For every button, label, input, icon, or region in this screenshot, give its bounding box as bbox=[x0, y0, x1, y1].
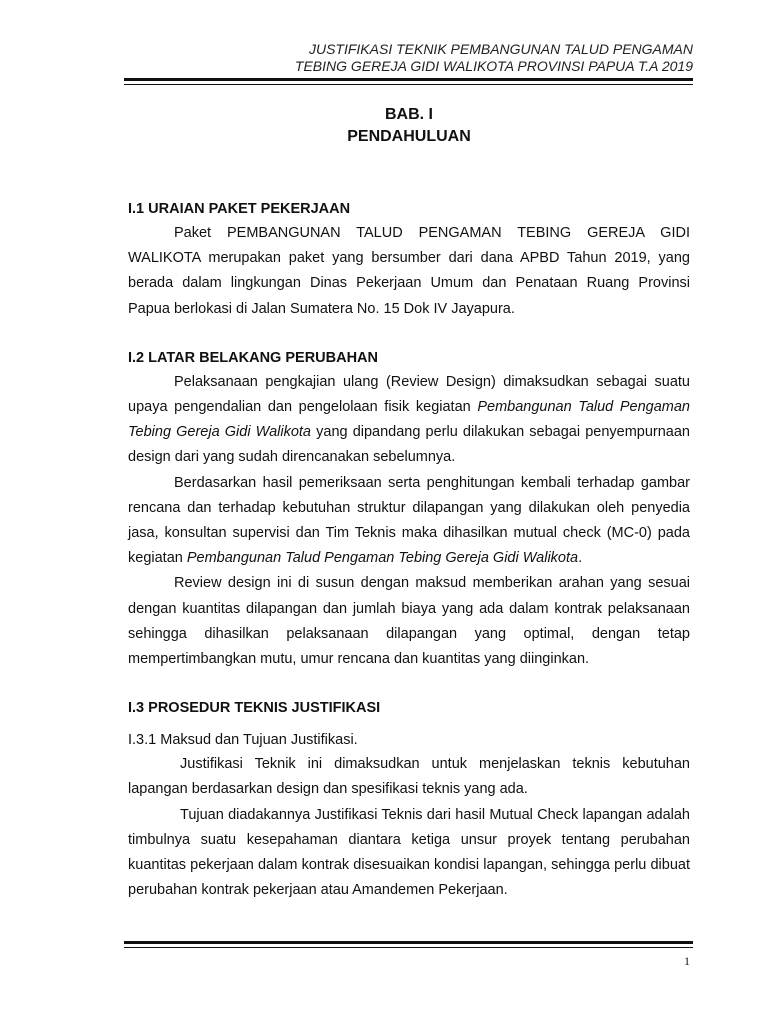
running-header bbox=[295, 41, 693, 75]
footer-rule-thick bbox=[124, 941, 693, 944]
section-heading-1-3: I.3 PROSEDUR TEKNIS JUSTIFIKASI bbox=[128, 700, 381, 717]
paragraph bbox=[128, 471, 690, 572]
chapter-number: BAB. I bbox=[385, 106, 433, 123]
paragraph: Justifikasi Teknik ini dimaksudkan untuk menjelaskan teknis kebutuhan lapangan berdasarkan design dan spesifikasi teknis yang ada. bbox=[128, 756, 690, 798]
section-heading-1-2: I.2 LATAR BELAKANG PERUBAHAN bbox=[128, 349, 378, 366]
page-number: 1 bbox=[684, 954, 690, 968]
subsection-heading-1-3-1: I.3.1 Maksud dan Tujuan Justifikasi. bbox=[128, 732, 358, 749]
paragraph: Tujuan diadakannya Justifikasi Teknis dari hasil Mutual Check lapangan adalah timbulnya suatu kesepahaman diantara ketiga unsur proyek tentang perubahan kuantitas pekerjaan dalam kontrak disesuaikan kondisi lapangan, sehingga perlu dibuat perubahan kontrak pekerjaan atau Amandemen Pekerjaan. bbox=[128, 806, 690, 899]
header-line-1: JUSTIFIKASI TEKNIK PEMBANGUNAN TALUD PENGAMAN bbox=[308, 41, 693, 57]
text-run: . bbox=[578, 550, 583, 567]
page-body bbox=[128, 104, 690, 903]
chapter-heading bbox=[128, 104, 690, 148]
header-line-2: TEBING GEREJA GIDI WALIKOTA PROVINSI PAPUA T.A 2019 bbox=[294, 58, 693, 74]
italic-text-run: Pembangunan Talud Pengaman Tebing Gereja Gidi Walikota bbox=[186, 550, 579, 567]
italic-text-run: Pembangunan Talud Pengaman Tebing Gereja Gidi Walikota bbox=[128, 399, 690, 441]
paragraph bbox=[128, 370, 690, 471]
chapter-title: PENDAHULUAN bbox=[347, 128, 471, 145]
section-heading-1-1: I.1 URAIAN PAKET PEKERJAAN bbox=[128, 201, 351, 217]
paragraph: Paket PEMBANGUNAN TALUD PENGAMAN TEBING GEREJA GIDI WALIKOTA merupakan paket yang bersumber dari dana APBD Tahun 2019, yang berada dalam lingkungan Dinas Pekerjaan Umum dan Penataan Ruang Provinsi Papua berlokasi di Jalan Sumatera No. 15 Dok IV Jayapura. bbox=[128, 225, 690, 317]
paragraph: Review design ini di susun dengan maksud memberikan arahan yang sesuai dengan kuantitas dilapangan dan jumlah biaya yang ada dalam kontrak pelaksanaan sehingga dihasilkan pelaksanaan dilapangan yang optimal, dengan tetap mempertimbangkan mutu, umur rencana dan kuantitas yang diinginkan. bbox=[128, 575, 690, 668]
text-run: Pelaksanaan pengkajian ulang (Review Design) dimaksudkan sebagai suatu upaya pengendalian dan pengelolaan fisik kegiatan bbox=[128, 373, 690, 416]
text-run: Berdasarkan hasil pemeriksaan serta penghitungan kembali terhadap gambar rencana dan terhadap kebutuhan struktur dilapangan yang dilakukan oleh penyedia jasa, konsultan supervisi dan Tim Teknis maka dihasilkan mutual check (MC-0) pada kegiatan bbox=[128, 474, 690, 567]
footer-rule-thin bbox=[124, 947, 693, 948]
header-rule-thin bbox=[124, 84, 693, 85]
header-rule-thick bbox=[124, 78, 693, 81]
text-run: yang dipandang perlu dilakukan sebagai penyempurnaan design dari yang sudah direncanakan sebelumnya. bbox=[128, 424, 690, 466]
